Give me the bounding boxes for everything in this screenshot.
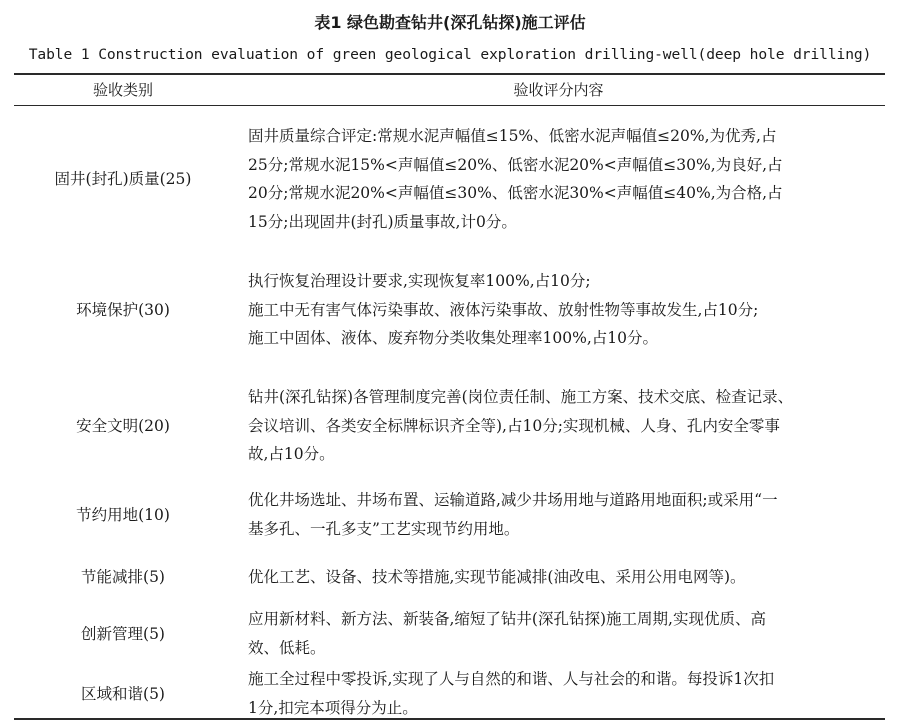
row-category: 创新管理(5) — [81, 625, 165, 643]
header-category: 验收类别 — [92, 81, 153, 99]
row-category: 固井(封孔)质量(25) — [54, 170, 192, 188]
content-line: 优化工艺、设备、技术等措施,实现节能减排(油改电、采用公用电网等)。 — [248, 568, 746, 586]
row-content — [248, 122, 874, 236]
content-line: 故,占10分。 — [248, 445, 335, 463]
header-content: 验收评分内容 — [513, 81, 604, 99]
content-line: 20分;常规水泥20%<声幅值≤30%、低密水泥30%<声幅值≤40%,为合格,占 — [248, 184, 783, 202]
content-line: 施工全过程中零投诉,实现了人与自然的和谐、人与社会的和谐。每投诉1次扣 — [248, 670, 775, 688]
table-header-rule — [14, 105, 885, 106]
row-content — [248, 605, 874, 662]
content-line: 25分;常规水泥15%<声幅值≤20%、低密水泥20%<声幅值≤30%,为良好,占 — [248, 155, 783, 174]
content-line: 施工中固体、液体、废弃物分类收集处理率100%,占10分。 — [248, 329, 658, 347]
row-content — [248, 563, 874, 592]
content-line: 1分,扣完本项得分为止。 — [248, 698, 418, 717]
row-category: 区域和谐(5) — [81, 685, 165, 703]
row-category: 环境保护(30) — [76, 301, 170, 319]
content-line: 基多孔、一孔多支”工艺实现节约用地。 — [248, 519, 520, 538]
row-content — [248, 665, 874, 722]
table-top-rule — [14, 73, 885, 75]
table-title-english: Table 1 Construction evaluation of green geological exploration drilling-well(deep hole drilling) — [28, 46, 872, 63]
content-line: 效、低耗。 — [248, 638, 326, 657]
table-bottom-rule — [14, 718, 885, 720]
content-line: 应用新材料、新方法、新装备,缩短了钻井(深孔钻探)施工周期,实现优质、高 — [248, 610, 766, 628]
row-category: 节约用地(10) — [76, 506, 170, 524]
row-content — [248, 267, 874, 353]
content-line: 钻井(深孔钻探)各管理制度完善(岗位责任制、施工方案、技术交底、检查记录、 — [248, 388, 794, 406]
content-line: 会议培训、各类安全标牌标识齐全等),占10分;实现机械、人身、孔内安全零事 — [248, 416, 780, 435]
row-category: 节能减排(5) — [81, 568, 165, 586]
content-line: 15分;出现固井(封孔)质量事故,计0分。 — [248, 212, 517, 231]
content-line: 执行恢复治理设计要求,实现恢复率100%,占10分; — [248, 272, 591, 290]
row-content — [248, 383, 874, 469]
content-line: 优化井场选址、井场布置、运输道路,减少井场用地与道路用地面积;或采用“一 — [248, 491, 778, 509]
table-title-chinese: 表1 绿色勘查钻井(深孔钻探)施工评估 — [314, 13, 586, 32]
content-line: 施工中无有害气体污染事故、液体污染事故、放射性物等事故发生,占10分; — [248, 300, 759, 319]
content-line: 固井质量综合评定:常规水泥声幅值≤15%、低密水泥声幅值≤20%,为优秀,占 — [248, 127, 777, 145]
row-category: 安全文明(20) — [76, 417, 170, 435]
row-content — [248, 486, 874, 543]
